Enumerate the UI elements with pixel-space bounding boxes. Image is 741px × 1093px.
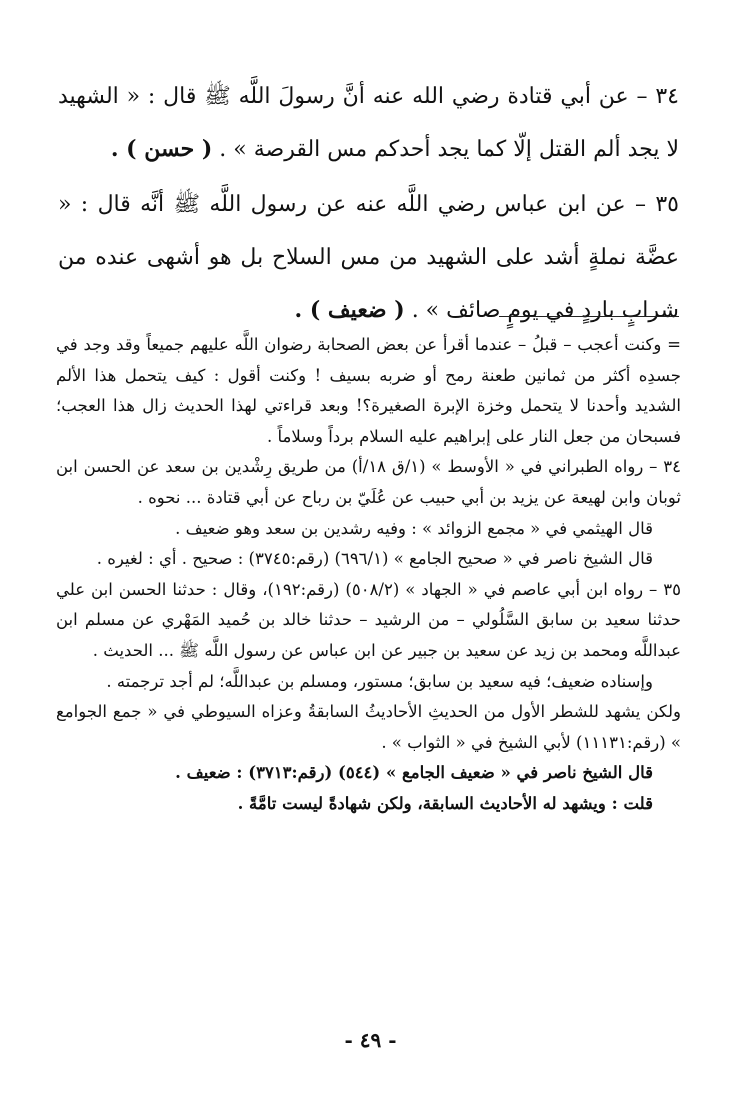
footnote-haythami: قال الهيثمي في « مجمع الزوائد » : وفيه رشدين بن سعد وهو ضعيف . [175,518,653,538]
footnote-albani-35: قال الشيخ ناصر في « ضعيف الجامع » (٥٤٤) (رقم:٣٧١٣) : ضعيف . [175,763,653,783]
footnote-albani-34: قال الشيخ ناصر في « صحيح الجامع » (٦٩٦/١) (رقم:٣٧٤٥) : صحيح . أي : لغيره . [96,549,653,569]
footnote-witness: ولكن يشهد للشطر الأول من الحديثِ الأحاديثُ السابقةُ وعزاه السيوطي في « جمع الجوامع » (رقم:١١١٣١) لأبي الشيخ في « الثواب » . [56,702,681,752]
footnote-divider [499,316,679,317]
main-text [58,70,679,337]
footnote-conclusion: قلت : ويشهد له الأحاديث السابقة، ولكن شهادةً ليست تامَّةً . [237,793,653,813]
hadith-35-grade: ( ضعيف ) . [294,297,405,323]
footnote-35: ٣٥ – رواه ابن أبي عاصم في « الجهاد » (٥٠٨/٢) (رقم:١٩٢)، وقال : حدثنا الحسن ابن علي حدثنا سعيد بن سابق السَّلُولي – من الرشيد – حدثنا خالد بن حُميد المَهْري عن مسلم ابن عبداللَّه ومحمد بن زيد عن سعيد بن جبير عن ابن عباس عن رسول اللَّه ﷺ ... الحديث . [56,579,682,660]
hadith-35-text: ٣٥ – عن ابن عباس رضي اللَّه عنه عن رسول اللَّه ﷺ أنَّه قال : « عضَّة نملةٍ أشد على الشهيد من مس السلاح بل هو أشهى عنده من شرابٍ باردٍ في يومٍ صائف » . [58,192,679,323]
hadith-34-text: ٣٤ – عن أبي قتادة رضي الله عنه أنَّ رسولَ اللَّه ﷺ قال : « الشهيد لا يجد ألم القتل إلّا كما يجد أحدكم مس القرصة » . [58,84,679,162]
footnotes [56,330,681,820]
page-number: - ٤٩ - [344,1028,397,1052]
hadith-35 [58,178,679,337]
hadith-34 [58,70,679,176]
footnote-isnad: وإسناده ضعيف؛ فيه سعيد بن سابق؛ مستور، ومسلم بن عبداللَّه؛ لم أجد ترجمته . [106,671,653,691]
footnote-34: ٣٤ – رواه الطبراني في « الأوسط » (١/ق ١٨/أ) من طريق رِشْدين بن سعد عن الحسن ابن ثوبان وابن لهيعة عن يزيد بن أبي حبيب عن عُلَيّ بن رباح عن أبي قتادة ... نحوه . [56,457,682,507]
hadith-34-grade: ( حسن ) . [110,136,213,162]
footnote-continuation: = وكنت أعجب – قبلُ – عندما أقرأ عن بعض الصحابة رضوان اللَّه عليهم جميعاً وقد وجد في جسدِه أكثر من ثمانين طعنة رمح أو ضربه بسيف ! وكنت أقول : كيف يتحمل هذا الألم الشديد وأحدنا لا يتحمل وخزة الإبرة الصغيرة؟! وبعد قراءتي لهذا الحديث زال هذا العجب؛ فسبحان من جعل النار على إبراهيم عليه السلام برداً وسلاماً . [56,335,681,446]
